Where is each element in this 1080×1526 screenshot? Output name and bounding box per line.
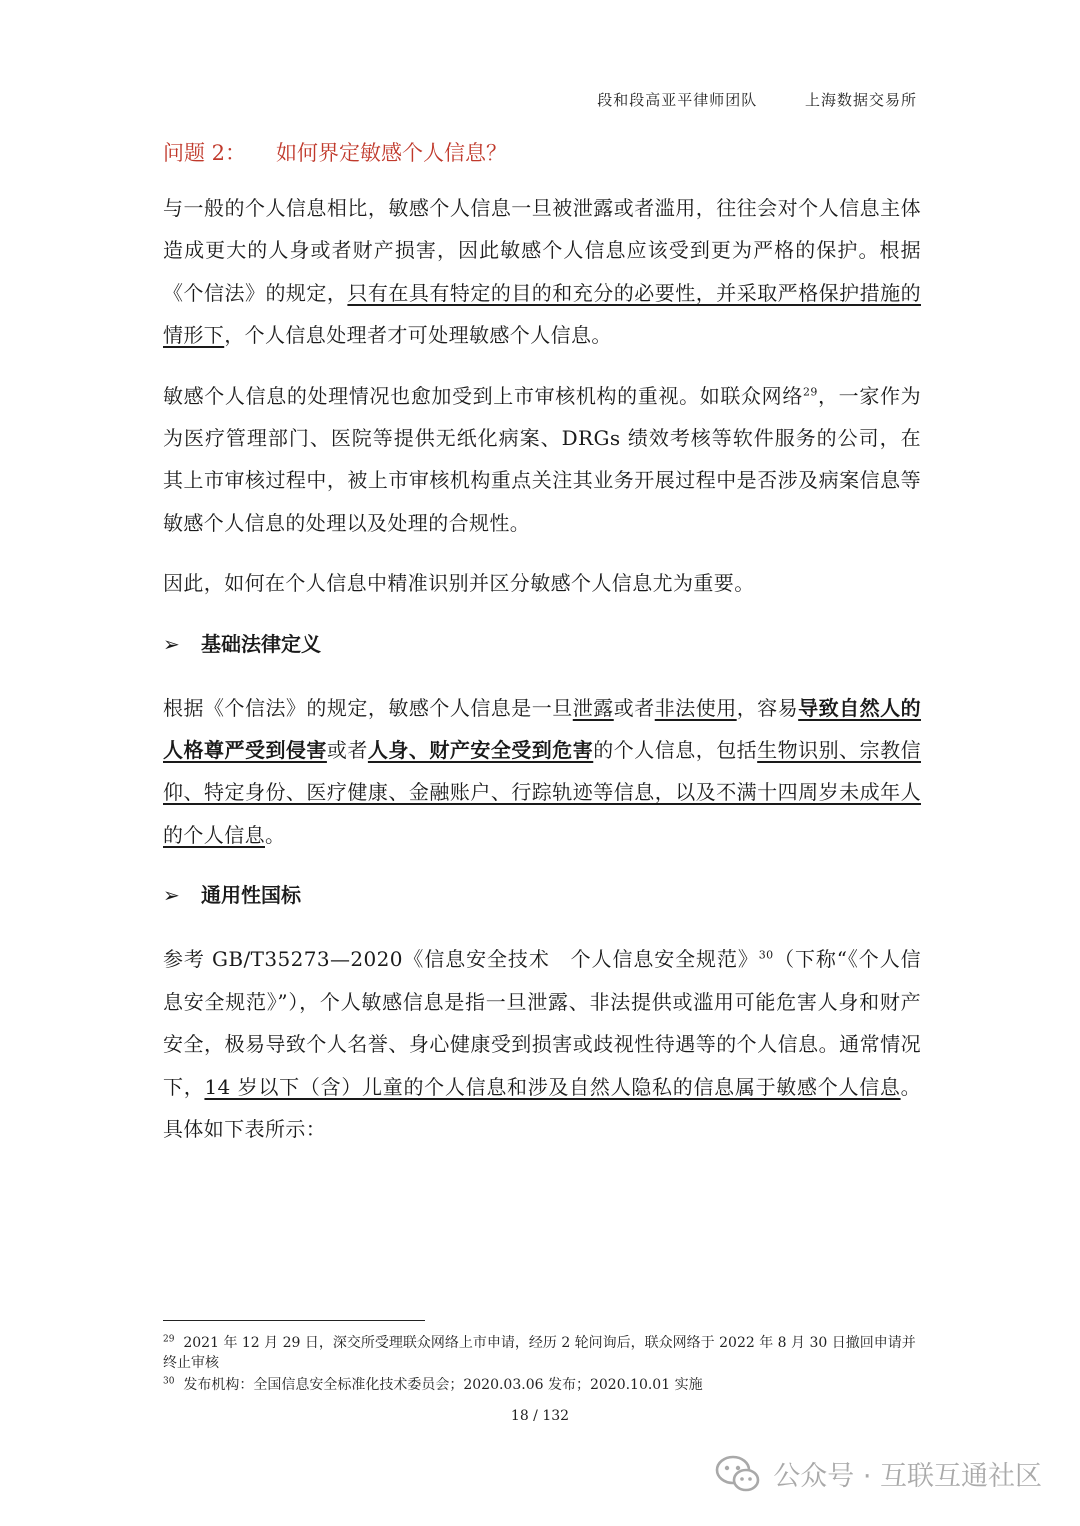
p1-text-b: ，个人信息处理者才可处理敏感个人信息。 bbox=[224, 323, 612, 348]
watermark bbox=[715, 1454, 1042, 1493]
section-heading-general-national-standard bbox=[163, 874, 921, 916]
p4-t6: 。 bbox=[265, 822, 286, 847]
p2-text-b: ，一家作为为医疗管理部门、医院等提供无纸化病案、DRGs 绩效考核等软件服务的公司，在其上市审核过程中，被上市审核机构重点关注其业务开展过程中是否涉及病案信息等敏感个人信息的处理以及处理的合规性。 bbox=[163, 383, 922, 535]
p1-text-a: 与一般的个人信息相比，敏感个人信息一旦被泄露或者滥用，往往会对个人信息主体造成更大的人身或者财产损害，因此敏感个人信息应该受到更为严格的保护。根据《个信法》的规定， bbox=[163, 196, 921, 305]
footnote-text: 发布机构：全国信息安全标准化技术委员会；2020.03.06 发布；2020.10.01 实施 bbox=[183, 1377, 703, 1393]
footnote-ref-29[interactable]: 29 bbox=[802, 384, 818, 398]
footnote-divider bbox=[163, 1320, 425, 1321]
p4-u5: 生物识别、宗教信仰、特定身份、医疗健康、金融账户、行踪轨迹等信息，以及不满十四周岁未成年人的个人信息 bbox=[163, 738, 921, 847]
footnote-29 bbox=[163, 1333, 921, 1373]
footnote-text: 2021 年 12 月 29 日，深交所受理联众网络上市申请，经历 2 轮问询后，联众网络于 2022 年 8 月 30 日撤回申请并终止审核 bbox=[163, 1335, 916, 1371]
footnote-num: 29 bbox=[163, 1334, 175, 1345]
footnote-num: 30 bbox=[163, 1376, 175, 1387]
p4-u4: 人身、财产安全受到危害 bbox=[367, 738, 594, 763]
paragraph-1 bbox=[163, 187, 921, 357]
paragraph-4 bbox=[163, 687, 921, 857]
p4-t3: ，容易 bbox=[736, 695, 799, 720]
footnotes bbox=[163, 1333, 921, 1397]
p4-t5: 的个人信息，包括 bbox=[593, 738, 758, 763]
question-label: 问题 2： bbox=[163, 141, 247, 165]
page-number: 18 / 132 bbox=[510, 1408, 570, 1424]
arrow-bullet-icon: ➢ bbox=[163, 631, 180, 656]
p5-text-a: 参考 GB/T35273—2020《信息安全技术 个人信息安全规范》 bbox=[163, 947, 759, 972]
p2-text-a: 敏感个人信息的处理情况也愈加受到上市审核机构的重视。如联众网络 bbox=[163, 383, 803, 408]
paragraph-5 bbox=[163, 938, 921, 1150]
watermark-text: 公众号 · 互联互通社区 bbox=[773, 1461, 1042, 1492]
p4-t2: 或者 bbox=[613, 695, 655, 720]
p1-underlined: 只有在具有特定的目的和充分的必要性，并采取严格保护措施的情形下 bbox=[163, 280, 921, 348]
footnote-ref-30[interactable]: 30 bbox=[758, 948, 774, 962]
page-header bbox=[555, 89, 917, 110]
arrow-bullet-icon: ➢ bbox=[163, 883, 180, 908]
header-left: 段和段高亚平律师团队 bbox=[597, 91, 758, 109]
p4-t1: 根据《个信法》的规定，敏感个人信息是一旦 bbox=[163, 695, 573, 720]
p4-u2: 非法使用 bbox=[654, 695, 737, 720]
p4-u3: 导致自然人的人格尊严受到侵害 bbox=[163, 695, 921, 763]
section2-title: 通用性国标 bbox=[201, 883, 301, 908]
paragraph-2 bbox=[163, 375, 921, 545]
question-text: 如何界定敏感个人信息？ bbox=[276, 141, 508, 165]
p5-text-b: （下称“《个人信息安全规范》”），个人敏感信息是指一旦泄露、非法提供或滥用可能危害人身和财产安全，极易导致个人名誉、身心健康受到损害或歧视性待遇等的个人信息。通常情况下， bbox=[163, 947, 921, 1099]
page-content bbox=[163, 133, 921, 1168]
p4-u1: 泄露 bbox=[572, 695, 614, 720]
p4-t4: 或者 bbox=[326, 738, 368, 763]
p5-underlined: 14 岁以下（含）儿童的个人信息和涉及自然人隐私的信息属于敏感个人信息 bbox=[204, 1074, 901, 1099]
p5-text-c: 。具体如下表所示： bbox=[163, 1074, 921, 1141]
section-heading-basic-legal-definition bbox=[163, 623, 921, 665]
question-title bbox=[163, 133, 921, 173]
footnote-30 bbox=[163, 1375, 921, 1395]
section1-title: 基础法律定义 bbox=[201, 631, 321, 656]
paragraph-3: 因此，如何在个人信息中精准识别并区分敏感个人信息尤为重要。 bbox=[163, 571, 755, 596]
wechat-icon bbox=[715, 1455, 761, 1493]
header-right: 上海数据交易所 bbox=[804, 91, 917, 109]
